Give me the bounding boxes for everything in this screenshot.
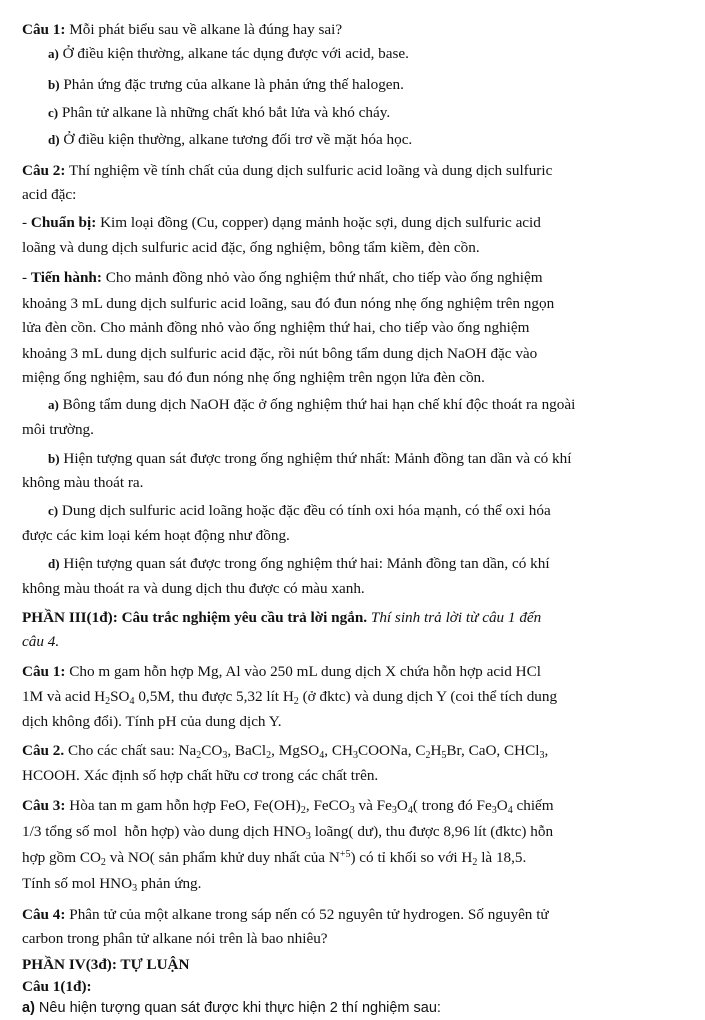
q2-item-d-line-1: d) Hiện tượng quan sát được trong ống nghiệm thứ hai: Mảnh đồng tan dần, có khí (48, 555, 550, 572)
q1-item-d: d) Ở điều kiện thường, alkane tương đối trơ về mặt hóa học. (48, 131, 413, 148)
q2-proc-line-1: - Tiến hành: Cho mảnh đồng nhỏ vào ống nghiệm thứ nhất, cho tiếp vào ống nghiệm (22, 269, 543, 286)
part3-q4-line-1: Câu 4: Phân tử của một alkane trong sáp nến có 52 nguyên tử hydrogen. Số nguyên tử (22, 906, 549, 923)
q2-prep-line-1: - Chuẩn bị: Kim loại đồng (Cu, copper) dạng mảnh hoặc sợi, dung dịch sulfuric acid (22, 214, 541, 231)
q2-prompt-line-2: acid đặc: (22, 186, 77, 203)
q1-prompt: Câu 1: Mỗi phát biểu sau về alkane là đúng hay sai? (22, 21, 343, 38)
part3-q2-line-1: Câu 2. Cho các chất sau: Na2CO3, BaCl2, MgSO4, CH3COONa, C2H5Br, CaO, CHCl3, (22, 742, 549, 761)
q1-item-b: b) Phản ứng đặc trưng của alkane là phản ứng thế halogen. (48, 76, 404, 93)
q2-item-d-line-2: không màu thoát ra và dung dịch thu được có màu xanh. (22, 580, 365, 597)
q2-item-c-line-2: được các kim loại kém hoạt động như đồng. (22, 527, 290, 544)
q2-proc-line-2: khoảng 3 mL dung dịch sulfuric acid loãng, sau đó đun nóng nhẹ ống nghiệm trên ngọn (22, 295, 555, 312)
q2-item-a-line-2: môi trường. (22, 421, 94, 438)
part3-q1-line-3: dịch không đổi). Tính pH của dung dịch Y. (22, 713, 282, 730)
q2-proc-line-5: miệng ống nghiệm, sau đó đun nóng nhẹ ống nghiệm trên ngọn lửa đèn cồn. (22, 369, 485, 386)
q2-item-a-line-1: a) Bông tẩm dung dịch NaOH đặc ở ống nghiệm thứ hai hạn chế khí độc thoát ra ngoài (48, 396, 576, 413)
q2-item-b-line-2: không màu thoát ra. (22, 474, 144, 491)
part3-q3-line-3: hợp gồm CO2 và NO( sản phẩm khử duy nhất của $N^{+5}$) có tỉ khối so với H2 là 18,5. (22, 849, 527, 868)
q1-item-a: a) Ở điều kiện thường, alkane tác dụng được với acid, base. (48, 45, 409, 62)
part3-q2-line-2: HCOOH. Xác định số hợp chất hữu cơ trong các chất trên. (22, 767, 379, 784)
part3-note-line-2: câu 4. (22, 633, 60, 650)
q2-prep-line-2: loãng và dung dịch sulfuric acid đặc, ống nghiệm, bông tẩm kiềm, đèn cồn. (22, 239, 480, 256)
part3-q1-line-1: Câu 1: Cho m gam hỗn hợp Mg, Al vào 250 mL dung dịch X chứa hỗn hợp acid HCl (22, 663, 541, 680)
q2-prompt-line-1: Câu 2: Thí nghiệm về tính chất của dung dịch sulfuric acid loãng và dung dịch sulfuric (22, 162, 553, 179)
q2-item-b-line-1: b) Hiện tượng quan sát được trong ống nghiệm thứ nhất: Mảnh đồng tan dần và có khí (48, 450, 572, 467)
part4-q1-heading: Câu 1(1đ): (22, 978, 92, 995)
part4-q1-item-a: a) Nêu hiện tượng quan sát được khi thực hiện 2 thí nghiệm sau: (22, 1000, 441, 1016)
part3-q3-line-2: 1/3 tổng số mol hỗn hợp) vào dung dịch HNO3 loãng( dư), thu được 8,96 lít (đktc) hỗn (22, 823, 554, 842)
part3-q4-line-2: carbon trong phân tử alkane nói trên là bao nhiêu? (22, 930, 328, 947)
q1-item-c: c) Phân tử alkane là những chất khó bắt lửa và khó cháy. (48, 104, 391, 121)
part3-title: PHẦN III(1đ): Câu trắc nghiệm yêu cầu trả lời ngắn. Thí sinh trả lời từ câu 1 đến (22, 609, 542, 626)
part3-q3-line-4: Tính số mol HNO3 phản ứng. (22, 875, 202, 894)
part4-title: PHẦN IV(3đ): TỰ LUẬN (22, 956, 190, 973)
q2-proc-line-3: lửa đèn cồn. Cho mảnh đồng nhỏ vào ống nghiệm thứ hai, cho tiếp vào ống nghiệm (22, 319, 530, 336)
part3-q1-line-2: 1M và acid H2SO4 0,5M, thu được 5,32 lít H2 (ở đktc) và dung dịch Y (coi thể tích dung (22, 688, 558, 707)
q2-item-c-line-1: c) Dung dịch sulfuric acid loãng hoặc đặc đều có tính oxi hóa mạnh, có thể oxi hóa (48, 502, 551, 519)
part3-q3-line-1: Câu 3: Hòa tan m gam hỗn hợp FeO, Fe(OH)2, FeCO3 và Fe3O4( trong đó Fe3O4 chiếm (22, 797, 554, 816)
q2-proc-line-4: khoảng 3 mL dung dịch sulfuric acid đặc, rồi nút bông tẩm dung dịch NaOH đặc vào (22, 345, 538, 362)
